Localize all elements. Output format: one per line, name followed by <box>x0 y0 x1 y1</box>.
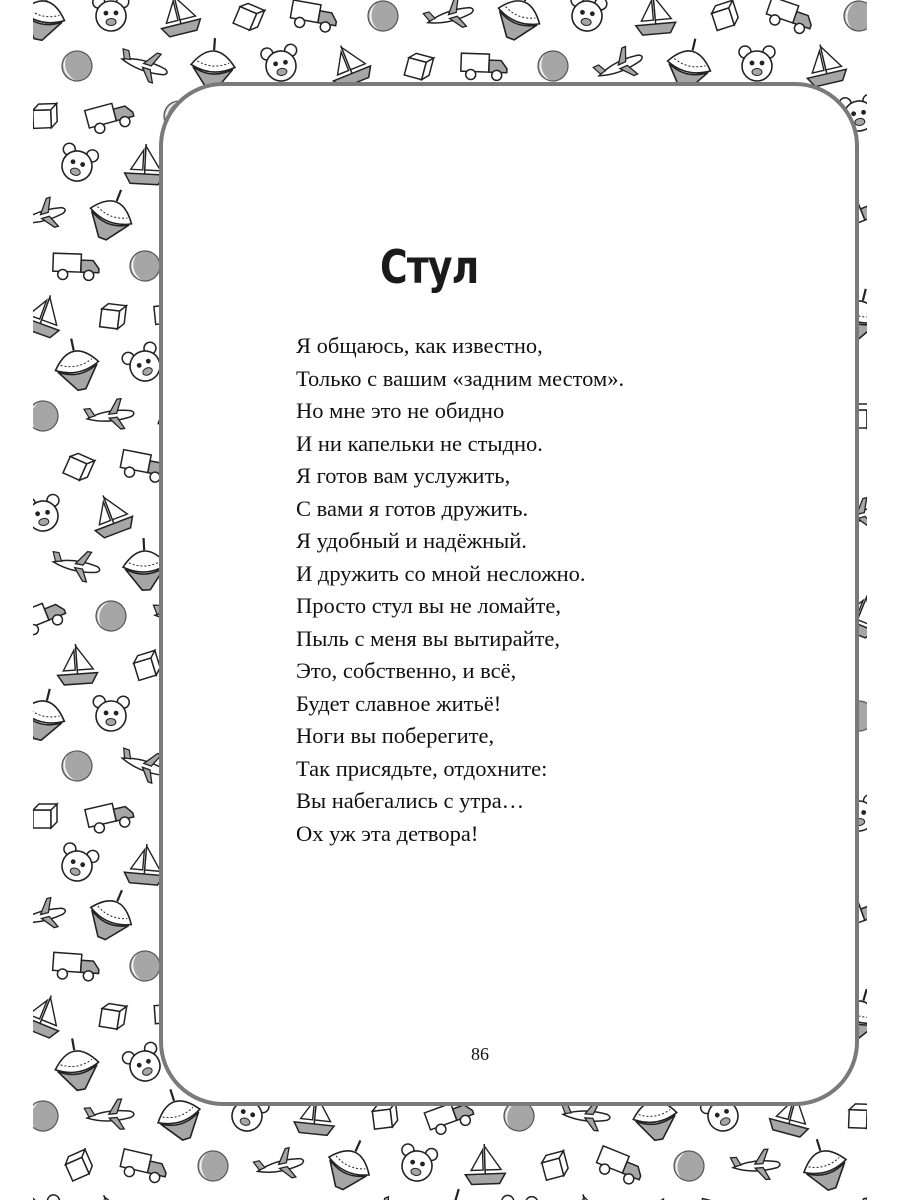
toy-block-icon <box>233 1 264 32</box>
poem-line: Я удобный и надёжный. <box>296 528 527 553</box>
toy-truck-icon <box>85 99 136 136</box>
spinning-top-icon <box>866 635 867 694</box>
spinning-top-icon <box>33 0 70 44</box>
teddy-bear-icon <box>93 696 130 732</box>
ball-icon <box>93 598 130 635</box>
toy-block-icon <box>849 1104 867 1129</box>
teddy-bear-icon <box>260 43 301 83</box>
toy-plane-icon <box>116 43 172 86</box>
toy-truck-icon <box>52 952 100 981</box>
toy-boat-icon <box>633 0 676 36</box>
ball-icon <box>535 48 570 83</box>
poem-line: Ноги вы поберегите, <box>296 723 495 748</box>
ball-icon <box>127 248 162 283</box>
toy-boat-icon <box>33 988 70 1040</box>
teddy-bear-icon <box>396 1143 438 1184</box>
page-number: 86 <box>471 1044 489 1064</box>
toy-plane-icon <box>730 1148 781 1181</box>
toy-plane-icon <box>49 546 102 584</box>
toy-plane-icon <box>33 194 69 236</box>
poem-line: Так присядьте, отдохните: <box>296 755 548 781</box>
spinning-top-icon <box>50 1035 102 1094</box>
spinning-top-icon <box>81 882 142 947</box>
spinning-top-icon <box>50 334 104 394</box>
toy-plane-icon <box>83 397 135 433</box>
spinning-top-icon <box>796 1133 853 1196</box>
toy-plane-icon <box>830 1196 867 1200</box>
toy-block-icon <box>33 104 57 129</box>
toy-truck-icon <box>594 1146 646 1187</box>
poem-line: Это, собственно, и всё, <box>296 658 517 683</box>
poem-text <box>296 330 796 850</box>
ball-icon <box>128 949 162 983</box>
toy-block-icon <box>132 650 162 680</box>
toy-truck-icon <box>33 597 69 638</box>
toy-truck-icon <box>461 53 508 81</box>
ball-icon <box>843 0 867 32</box>
poem-line: Вы набегались с утра… <box>296 788 525 813</box>
spinning-top-icon <box>423 1183 480 1200</box>
spinning-top-icon <box>319 1131 380 1196</box>
toy-truck-icon <box>85 799 136 835</box>
toy-block-icon <box>63 1149 95 1181</box>
teddy-bear-icon <box>93 0 130 31</box>
ball-icon <box>33 400 59 433</box>
toy-boat-icon <box>33 288 69 339</box>
spinning-top-icon <box>33 684 71 745</box>
teddy-bear-icon <box>33 494 63 534</box>
toy-boat-icon <box>85 1189 136 1200</box>
ball-icon <box>33 1099 60 1133</box>
poem-line: Только с вашим «задним местом». <box>296 365 625 391</box>
toy-plane-icon <box>422 0 477 37</box>
toy-block-icon <box>404 52 433 81</box>
ball-icon <box>672 1149 706 1183</box>
poem-line: Просто стул вы не ломайте, <box>296 593 561 618</box>
poem-line: Пыль с меня вы вытирайте, <box>296 625 561 651</box>
ball-icon <box>198 1151 228 1181</box>
toy-truck-icon <box>118 1149 169 1185</box>
toy-boat-icon <box>84 488 136 540</box>
poem-line: И ни капельки не стыдно. <box>296 430 543 456</box>
toy-plane-icon <box>865 146 867 184</box>
toy-plane-icon <box>84 1098 135 1132</box>
teddy-bear-icon <box>56 142 100 186</box>
toy-boat-icon <box>563 1191 609 1200</box>
poem-line: Будет славное житьё! <box>296 690 502 716</box>
teddy-bear-icon <box>33 1194 62 1200</box>
teddy-bear-icon <box>567 0 608 33</box>
ball-icon <box>58 47 96 85</box>
ball-icon <box>367 0 399 32</box>
toy-truck-icon <box>53 253 100 281</box>
toy-block-icon <box>710 0 740 30</box>
poem-line: Я общаюсь, как известно, <box>296 333 543 358</box>
toy-block-icon <box>99 1003 126 1030</box>
toy-truck-icon <box>764 0 816 36</box>
teddy-bear-icon <box>739 46 775 81</box>
toy-boat-icon <box>154 0 202 38</box>
poem-line: И дружить со мной несложно. <box>296 560 586 586</box>
poem-line: Ох уж эта детвора! <box>296 820 479 846</box>
toy-block-icon <box>372 1102 399 1129</box>
toy-boat-icon <box>464 1143 505 1184</box>
teddy-bear-icon <box>55 841 100 885</box>
teddy-bear-icon <box>500 1195 538 1200</box>
toy-block-icon <box>33 804 57 828</box>
poem-title: Стул <box>380 240 479 294</box>
spinning-top-icon <box>82 182 142 246</box>
poem-line: Я готов вам услужить, <box>296 463 511 488</box>
toy-plane-icon <box>252 1145 306 1185</box>
toy-plane-icon <box>865 845 867 885</box>
poem-line: Но мне это не обидно <box>296 398 505 423</box>
toy-plane-icon <box>353 1193 409 1200</box>
toy-truck-icon <box>289 0 339 34</box>
toy-boat-icon <box>56 643 99 686</box>
spinning-top-icon <box>490 0 550 46</box>
toy-block-icon <box>540 1151 569 1180</box>
poem-line: С вами я готов дружить. <box>296 495 529 521</box>
toy-block-icon <box>100 303 127 330</box>
ball-icon <box>58 747 96 785</box>
toy-plane-icon <box>33 895 69 936</box>
toy-boat-icon <box>801 40 849 88</box>
toy-block-icon <box>63 451 95 483</box>
